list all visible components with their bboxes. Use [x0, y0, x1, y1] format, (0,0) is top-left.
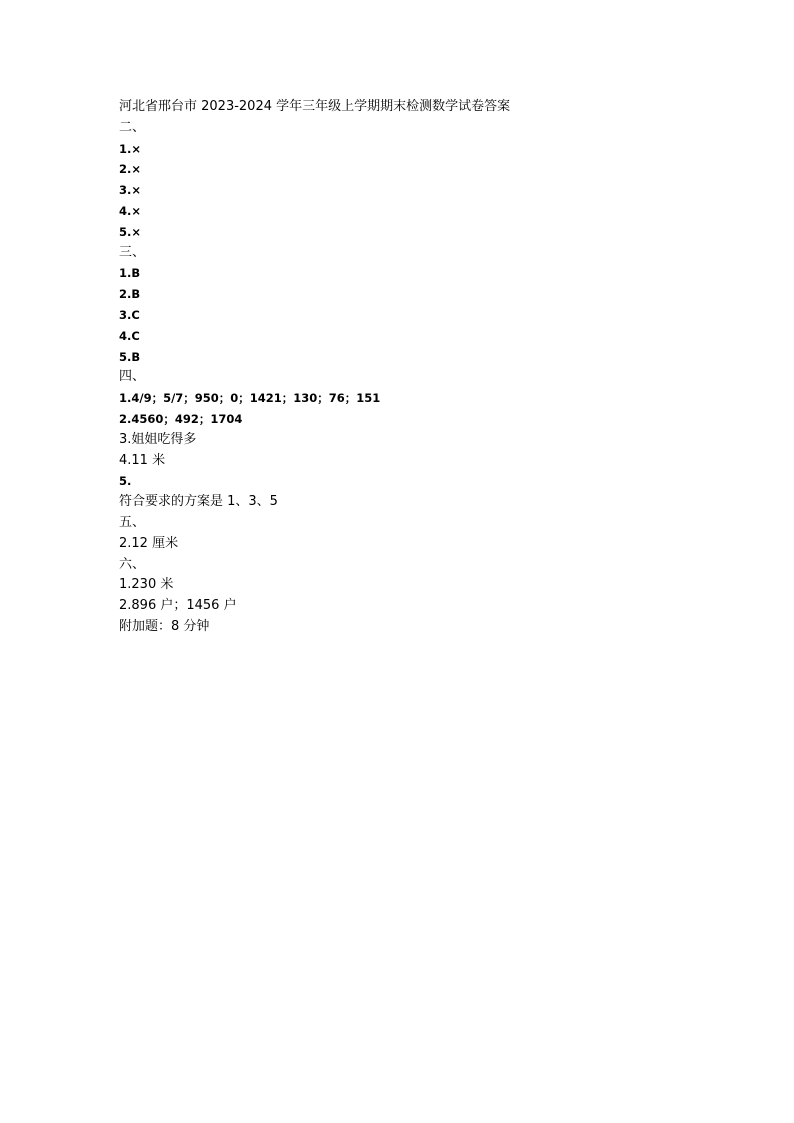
- section-heading-3: 三、: [119, 244, 146, 260]
- answer-line: 1.×: [119, 141, 142, 156]
- answer-line: 2.896 户；1456 户: [119, 598, 237, 614]
- section-heading-4: 四、: [119, 369, 146, 385]
- answer-line: 3.×: [119, 183, 142, 198]
- document-title: 河北省邢台市 2023-2024 学年三年级上学期期末检测数学试卷答案: [119, 99, 511, 114]
- answer-line: 5.B: [119, 349, 141, 364]
- answer-line: 5.×: [119, 224, 142, 239]
- bonus-answer-line: 附加题：8 分钟: [119, 618, 210, 634]
- answer-line: 4.C: [119, 328, 140, 343]
- answer-line: 2.B: [119, 287, 141, 302]
- section-heading-6: 六、: [119, 556, 146, 572]
- answer-line: 4.11 米: [119, 452, 166, 468]
- answer-line: 3.姐姐吃得多: [119, 431, 197, 447]
- section-heading-2: 二、: [119, 119, 146, 135]
- section-heading-5: 五、: [119, 514, 146, 530]
- answer-line: 1.4/9；5/7；950；0；1421；130；76；151: [119, 391, 381, 406]
- answer-line: 3.C: [119, 307, 140, 322]
- answer-line: 2.×: [119, 162, 142, 177]
- answer-line: 5.: [119, 474, 132, 489]
- answer-line: 2.12 厘米: [119, 535, 179, 551]
- answer-line: 1.230 米: [119, 577, 174, 593]
- answer-line: 1.B: [119, 266, 141, 281]
- answer-line: 2.4560；492；1704: [119, 411, 243, 426]
- answer-line: 符合要求的方案是 1、3、5: [119, 494, 278, 510]
- answer-document: [119, 97, 759, 638]
- answer-line: 4.×: [119, 203, 142, 218]
